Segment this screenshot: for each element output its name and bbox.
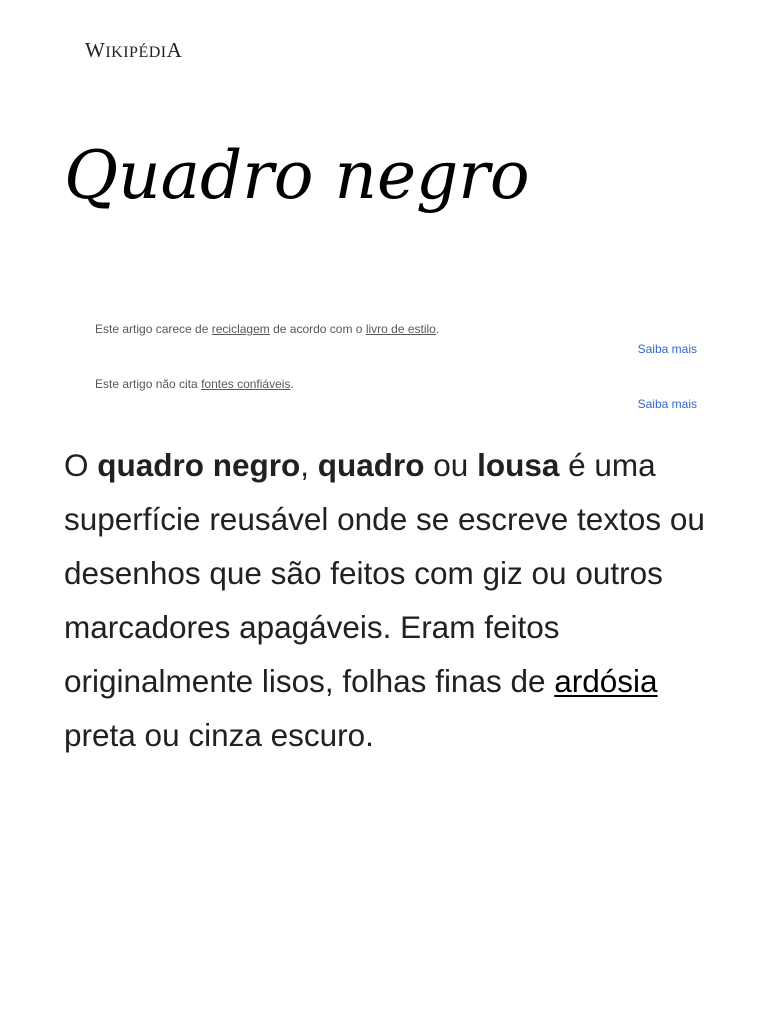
saiba-mais-link[interactable]: Saiba mais: [637, 397, 697, 411]
lead-paragraph: O quadro negro, quadro ou lousa é uma superfície reusável onde se escreve textos ou desenhos que são feitos com giz ou outros marcadores apagáveis. Eram feitos originalmente lisos, folhas finas de ardósia preta ou cinza escuro.: [64, 447, 705, 753]
logo-text-last: A: [166, 38, 183, 62]
term-quadro-negro: quadro negro: [97, 447, 301, 483]
logo-text-middle: IKIPÉDI: [105, 44, 167, 61]
notice-text: Este artigo não cita fontes confiáveis.: [95, 377, 294, 391]
notice-sources: [95, 376, 697, 412]
notice-text: Este artigo carece de reciclagem de acordo com o livro de estilo.: [95, 322, 440, 336]
ardosia-link[interactable]: ardósia: [554, 663, 658, 699]
page-title: Quadro negro: [64, 137, 530, 214]
term-lousa: lousa: [477, 447, 560, 483]
fontes-confiaveis-link[interactable]: fontes confiáveis: [201, 377, 291, 391]
reciclagem-link[interactable]: reciclagem: [211, 322, 270, 336]
term-quadro: quadro: [317, 447, 425, 483]
livro-de-estilo-link[interactable]: livro de estilo: [365, 322, 436, 336]
saiba-mais-link[interactable]: Saiba mais: [637, 342, 697, 356]
logo-text-first: W: [85, 38, 106, 62]
notice-cleanup: [95, 321, 697, 357]
wikipedia-logo[interactable]: [85, 38, 182, 63]
